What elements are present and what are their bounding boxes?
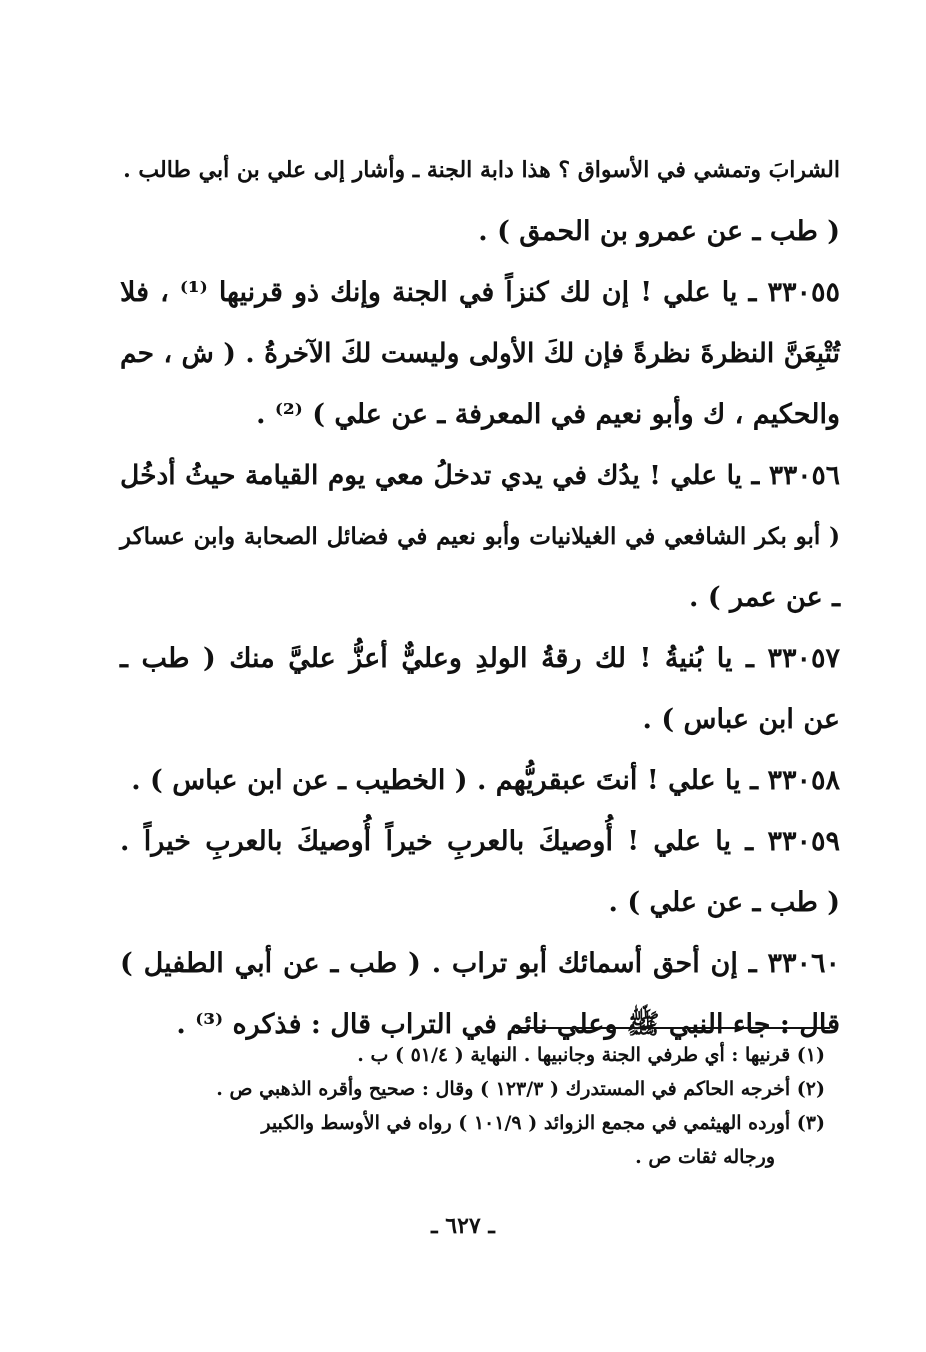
text-line: ( أبو بكر الشافعي في الغيلانيات وأبو نعيم في فضائل الصحابة وابن عساكر [120, 523, 840, 550]
text-line: عن ابن عباس ) . [642, 704, 840, 735]
text-line: تُتْبِعَنَّ النظرةَ نظرةً فإن لكَ الأولى وليست لكَ الآخرةُ . ( ش ، حم [120, 338, 840, 369]
hadith-33060-line: ٣٣٠٦٠ ـ إن أحق أسمائك أبو تراب . ( طب ـ عن أبي الطفيل ) [120, 948, 840, 979]
hadith-33055-line: ٣٣٠٥٥ ـ يا علي ! إن لك كنزاً في الجنة وإنك ذو قرنيها ⁽¹⁾ ، فلا [120, 277, 840, 308]
hadith-33056-line: ٣٣٠٥٦ ـ يا علي ! يدُك في يدي تدخلُ معي يوم القيامة حيثُ أدخُل [120, 460, 840, 491]
footnote-divider [516, 1027, 830, 1029]
hadith-33057-line: ٣٣٠٥٧ ـ يا بُنيةُ ! لك رقةُ الولدِ وعليٌّ أعزُّ عليَّ منك ( طب ـ [120, 643, 840, 674]
text-line: قال : جاء النبي ﷺ وعلي نائم في التراب قال : فذكره ⁽³⁾ . [176, 1009, 840, 1040]
footnotes [125, 1038, 825, 1174]
footnote-2: (٢) أخرجه الحاكم في المستدرك ( ١٢٣/٣ ) وقال : صحيح وأقره الذهبي ص . [216, 1078, 825, 1100]
footnote-3: (٣) أورده الهيثمي في مجمع الزوائد ( ١٠١/٩ ) رواه في الأوسط والكبير [261, 1112, 825, 1134]
text-line: والحكيم ، ك وأبو نعيم في المعرفة ـ عن علي ) ⁽²⁾ . [256, 399, 840, 430]
footnote-1: (١) قرنيها : أي طرفي الجنة وجانبيها . النهاية ( ٥١/٤ ) ب . [357, 1044, 825, 1066]
hadith-33059-line: ٣٣٠٥٩ ـ يا علي ! أُوصيكَ بالعربِ خيراً أُوصيكَ بالعربِ خيراً . [120, 826, 840, 857]
main-text-body [120, 140, 840, 1055]
text-line: الشرابَ وتمشي في الأسواق ؟ هذا دابة الجنة ـ وأشار إلى علي بن أبي طالب . [123, 157, 840, 183]
footnote-3-continued: ورجاله ثقات ص . [635, 1146, 775, 1168]
text-line: ـ عن عمر ) . [689, 582, 840, 613]
hadith-33058-line: ٣٣٠٥٨ ـ يا علي ! أنتَ عبقريُّهم . ( الخطيب ـ عن ابن عباس ) . [131, 765, 840, 796]
text-line: ( طب ـ عن علي ) . [608, 887, 840, 918]
text-line: ( طب ـ عن عمرو بن الحمق ) . [478, 216, 840, 247]
page-number: ـ ٦٢٧ ـ [431, 1213, 495, 1239]
